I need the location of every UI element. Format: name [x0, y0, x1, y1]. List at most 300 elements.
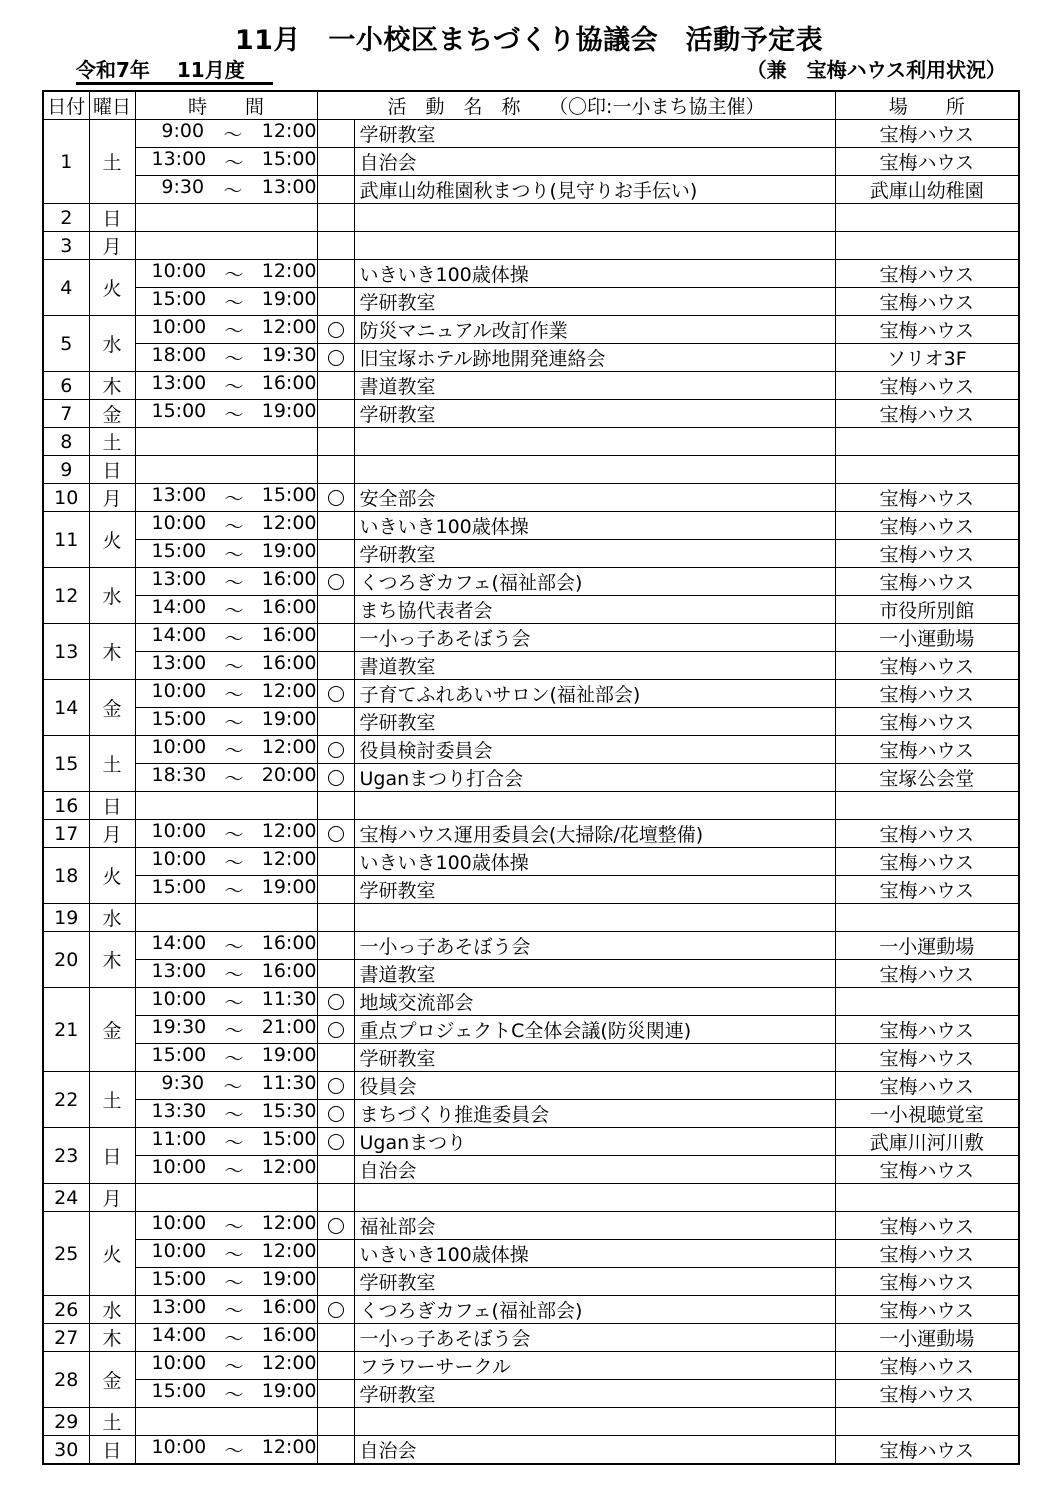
end-time: 11:30	[261, 1072, 317, 1094]
start-time: 18:30	[151, 764, 207, 786]
activity-cell	[354, 1184, 835, 1212]
circle-mark-icon	[328, 742, 344, 758]
time-separator: ～	[224, 656, 244, 678]
time-cell	[135, 988, 317, 1016]
time-cell	[135, 792, 317, 820]
end-time: 15:00	[261, 1128, 317, 1150]
organizer-mark-cell	[317, 988, 354, 1016]
table-row	[43, 1016, 1019, 1044]
place-cell: 宝梅ハウス	[835, 1044, 1019, 1072]
start-time: 15:00	[151, 876, 207, 898]
place-cell: 武庫山幼稚園	[835, 176, 1019, 204]
start-time: 10:00	[151, 512, 207, 534]
place-cell: 宝梅ハウス	[835, 736, 1019, 764]
weekday-cell: 土	[89, 428, 135, 456]
place-cell: 宝梅ハウス	[835, 1212, 1019, 1240]
place-cell: 宝梅ハウス	[835, 848, 1019, 876]
time-cell	[135, 512, 317, 540]
table-row	[43, 344, 1019, 372]
organizer-mark-cell	[317, 344, 354, 372]
weekday-cell: 金	[89, 1352, 135, 1408]
start-time: 10:00	[151, 736, 207, 758]
start-time: 11:00	[151, 1128, 207, 1150]
organizer-mark-cell	[317, 1324, 354, 1352]
place-cell: 宝梅ハウス	[835, 1296, 1019, 1324]
weekday-cell: 金	[89, 988, 135, 1072]
time-separator: ～	[224, 404, 244, 426]
organizer-mark-cell	[317, 1268, 354, 1296]
date-cell: 17	[43, 820, 89, 848]
organizer-mark-cell	[317, 792, 354, 820]
place-cell: 宝梅ハウス	[835, 1268, 1019, 1296]
start-time: 9:30	[161, 176, 205, 198]
time-separator: ～	[224, 292, 244, 314]
organizer-mark-cell	[317, 736, 354, 764]
date-cell: 5	[43, 316, 89, 372]
start-time: 18:00	[151, 344, 207, 366]
weekday-cell: 日	[89, 1128, 135, 1184]
organizer-mark-cell	[317, 400, 354, 428]
time-separator: ～	[224, 544, 244, 566]
table-row	[43, 1352, 1019, 1380]
time-cell	[135, 1436, 317, 1465]
time-cell	[135, 1128, 317, 1156]
time-separator: ～	[224, 1328, 244, 1350]
circle-mark-icon	[328, 350, 344, 366]
activity-cell: 一小っ子あそぼう会	[354, 1324, 835, 1352]
start-time: 9:00	[161, 120, 205, 142]
end-time: 15:00	[261, 148, 317, 170]
place-cell: 宝梅ハウス	[835, 260, 1019, 288]
activity-cell: 学研教室	[354, 1268, 835, 1296]
date-cell: 15	[43, 736, 89, 792]
activity-cell: 防災マニュアル改訂作業	[354, 316, 835, 344]
time-cell	[135, 652, 317, 680]
table-row	[43, 792, 1019, 820]
weekday-cell: 土	[89, 736, 135, 792]
time-cell	[135, 204, 317, 232]
activity-cell: 学研教室	[354, 876, 835, 904]
time-cell	[135, 288, 317, 316]
activity-cell: くつろぎカフェ(福祉部会)	[354, 1296, 835, 1324]
time-cell	[135, 848, 317, 876]
time-separator: ～	[224, 824, 244, 846]
start-time: 15:00	[151, 1268, 207, 1290]
time-cell	[135, 1352, 317, 1380]
time-cell	[135, 904, 317, 932]
start-time: 14:00	[151, 932, 207, 954]
place-cell: 宝梅ハウス	[835, 1072, 1019, 1100]
activity-cell	[354, 792, 835, 820]
end-time: 12:00	[261, 680, 317, 702]
end-time: 19:00	[261, 876, 317, 898]
date-cell: 6	[43, 372, 89, 400]
table-row	[43, 456, 1019, 484]
place-cell: 宝梅ハウス	[835, 652, 1019, 680]
time-cell	[135, 148, 317, 176]
weekday-header: 曜日	[89, 91, 135, 120]
activity-cell: 自治会	[354, 1436, 835, 1465]
organizer-mark-cell	[317, 176, 354, 204]
organizer-mark-cell	[317, 1044, 354, 1072]
table-row	[43, 680, 1019, 708]
organizer-mark-cell	[317, 1436, 354, 1465]
start-time: 10:00	[151, 988, 207, 1010]
end-time: 16:00	[261, 568, 317, 590]
start-time: 10:00	[151, 316, 207, 338]
time-cell	[135, 1268, 317, 1296]
end-time: 16:00	[261, 960, 317, 982]
place-cell: 宝梅ハウス	[835, 1156, 1019, 1184]
table-row	[43, 596, 1019, 624]
time-cell	[135, 1408, 317, 1436]
time-separator: ～	[223, 124, 243, 146]
activity-cell: いきいき100歳体操	[354, 260, 835, 288]
time-separator: ～	[224, 320, 244, 342]
time-separator: ～	[224, 1272, 244, 1294]
place-cell: 宝梅ハウス	[835, 400, 1019, 428]
organizer-mark-cell	[317, 232, 354, 260]
place-cell: 宝梅ハウス	[835, 120, 1019, 148]
organizer-mark-cell	[317, 932, 354, 960]
place-cell	[835, 456, 1019, 484]
place-cell: 宝梅ハウス	[835, 288, 1019, 316]
end-time: 12:00	[261, 120, 317, 142]
end-time: 12:00	[261, 316, 317, 338]
time-separator: ～	[224, 376, 244, 398]
weekday-cell: 火	[89, 512, 135, 568]
date-cell: 1	[43, 120, 89, 204]
place-cell	[835, 232, 1019, 260]
end-time: 13:00	[261, 176, 317, 198]
activity-cell: 子育てふれあいサロン(福祉部会)	[354, 680, 835, 708]
organizer-mark-cell	[317, 288, 354, 316]
weekday-cell: 金	[89, 400, 135, 428]
activity-cell: 安全部会	[354, 484, 835, 512]
organizer-mark-cell	[317, 1156, 354, 1184]
table-row	[43, 176, 1019, 204]
place-cell: 宝梅ハウス	[835, 540, 1019, 568]
end-time: 15:00	[261, 484, 317, 506]
table-row	[43, 1380, 1019, 1408]
organizer-mark-cell	[317, 372, 354, 400]
organizer-mark-cell	[317, 596, 354, 624]
organizer-mark-cell	[317, 848, 354, 876]
end-time: 15:30	[261, 1100, 317, 1122]
end-time: 16:00	[261, 932, 317, 954]
date-cell: 29	[43, 1408, 89, 1436]
circle-mark-icon	[328, 770, 344, 786]
time-cell	[135, 540, 317, 568]
circle-mark-icon	[328, 1218, 344, 1234]
start-time: 13:00	[151, 960, 207, 982]
page-title: 11月 一小校区まちづくり協議会 活動予定表	[234, 25, 824, 56]
activity-cell: 学研教室	[354, 540, 835, 568]
time-cell	[135, 316, 317, 344]
time-separator: ～	[224, 1440, 244, 1462]
circle-mark-icon	[328, 1078, 344, 1094]
table-row	[43, 372, 1019, 400]
start-time: 15:00	[151, 1044, 207, 1066]
organizer-mark-cell	[317, 568, 354, 596]
time-cell	[135, 1044, 317, 1072]
circle-mark-icon	[328, 322, 344, 338]
organizer-mark-cell	[317, 260, 354, 288]
table-row	[43, 1268, 1019, 1296]
activity-cell: 学研教室	[354, 1044, 835, 1072]
schedule-table	[42, 90, 1020, 1465]
organizer-mark-cell	[317, 456, 354, 484]
circle-mark-icon	[328, 1302, 344, 1318]
start-time: 14:00	[151, 1324, 207, 1346]
weekday-cell: 日	[89, 456, 135, 484]
time-cell	[135, 372, 317, 400]
date-cell: 13	[43, 624, 89, 680]
activity-cell: Uganまつり打合会	[354, 764, 835, 792]
weekday-cell: 火	[89, 848, 135, 904]
time-cell	[135, 400, 317, 428]
circle-mark-icon	[328, 686, 344, 702]
weekday-cell: 月	[89, 484, 135, 512]
start-time: 10:00	[151, 1156, 207, 1178]
time-cell	[135, 876, 317, 904]
start-time: 15:00	[151, 1380, 207, 1402]
circle-mark-icon	[328, 826, 344, 842]
time-cell	[135, 1156, 317, 1184]
start-time: 15:00	[151, 540, 207, 562]
end-time: 21:00	[261, 1016, 317, 1038]
weekday-cell: 月	[89, 1184, 135, 1212]
time-separator: ～	[224, 768, 244, 790]
time-separator: ～	[224, 880, 244, 902]
time-cell	[135, 1324, 317, 1352]
activity-cell: 自治会	[354, 1156, 835, 1184]
place-cell: 宝梅ハウス	[835, 1016, 1019, 1044]
organizer-mark-cell	[317, 680, 354, 708]
time-cell	[135, 1072, 317, 1100]
activity-cell: 学研教室	[354, 708, 835, 736]
time-cell	[135, 1240, 317, 1268]
time-separator: ～	[224, 1244, 244, 1266]
time-separator: ～	[224, 488, 244, 510]
table-row	[43, 960, 1019, 988]
organizer-mark-cell	[317, 1100, 354, 1128]
circle-mark-icon	[328, 574, 344, 590]
time-separator: ～	[224, 1160, 244, 1182]
time-separator: ～	[224, 628, 244, 650]
end-time: 12:00	[261, 1240, 317, 1262]
table-row	[43, 316, 1019, 344]
weekday-cell: 土	[89, 1408, 135, 1436]
activity-cell: 福祉部会	[354, 1212, 835, 1240]
time-cell	[135, 568, 317, 596]
time-cell	[135, 428, 317, 456]
table-row	[43, 624, 1019, 652]
start-time: 13:00	[151, 148, 207, 170]
time-cell	[135, 932, 317, 960]
start-time: 10:00	[151, 260, 207, 282]
activity-cell: Uganまつり	[354, 1128, 835, 1156]
time-separator: ～	[224, 348, 244, 370]
start-time: 10:00	[151, 1436, 207, 1458]
activity-cell	[354, 904, 835, 932]
time-cell	[135, 1296, 317, 1324]
table-row	[43, 708, 1019, 736]
place-cell	[835, 1408, 1019, 1436]
place-cell	[835, 1184, 1019, 1212]
place-cell	[835, 204, 1019, 232]
time-cell	[135, 176, 317, 204]
time-separator: ～	[224, 1356, 244, 1378]
time-cell	[135, 456, 317, 484]
time-separator: ～	[224, 1300, 244, 1322]
table-row	[43, 1436, 1019, 1465]
date-cell: 22	[43, 1072, 89, 1128]
activity-cell	[354, 1408, 835, 1436]
time-separator: ～	[224, 712, 244, 734]
date-cell: 12	[43, 568, 89, 624]
start-time: 19:30	[151, 1016, 207, 1038]
date-cell: 26	[43, 1296, 89, 1324]
end-time: 19:00	[261, 1268, 317, 1290]
time-separator: ～	[224, 1216, 244, 1238]
time-separator: ～	[224, 936, 244, 958]
table-row	[43, 260, 1019, 288]
time-separator: ～	[224, 1132, 244, 1154]
date-cell: 3	[43, 232, 89, 260]
time-separator: ～	[224, 964, 244, 986]
start-time: 10:00	[151, 820, 207, 842]
activity-cell: いきいき100歳体操	[354, 512, 835, 540]
place-cell: 宝梅ハウス	[835, 708, 1019, 736]
table-row	[43, 1296, 1019, 1324]
organizer-mark-cell	[317, 904, 354, 932]
place-cell: 宝梅ハウス	[835, 1436, 1019, 1465]
end-time: 12:00	[261, 848, 317, 870]
organizer-mark-cell	[317, 1408, 354, 1436]
time-cell	[135, 484, 317, 512]
weekday-cell: 水	[89, 568, 135, 624]
activity-cell: 学研教室	[354, 1380, 835, 1408]
weekday-cell: 土	[89, 1072, 135, 1128]
organizer-mark-cell	[317, 484, 354, 512]
end-time: 19:30	[261, 344, 317, 366]
weekday-cell: 金	[89, 680, 135, 736]
circle-mark-icon	[328, 994, 344, 1010]
table-row	[43, 1212, 1019, 1240]
place-cell: 宝梅ハウス	[835, 148, 1019, 176]
table-row	[43, 848, 1019, 876]
table-row	[43, 1324, 1019, 1352]
place-cell: 一小運動場	[835, 932, 1019, 960]
activity-cell: 一小っ子あそぼう会	[354, 624, 835, 652]
place-cell: 宝梅ハウス	[835, 512, 1019, 540]
end-time: 12:00	[261, 512, 317, 534]
organizer-mark-cell	[317, 428, 354, 456]
date-cell: 28	[43, 1352, 89, 1408]
place-cell	[835, 428, 1019, 456]
weekday-cell: 土	[89, 120, 135, 204]
time-cell	[135, 1184, 317, 1212]
organizer-mark-cell	[317, 1184, 354, 1212]
table-row	[43, 1408, 1019, 1436]
time-separator: ～	[224, 1048, 244, 1070]
end-time: 16:00	[261, 372, 317, 394]
place-cell: 宝梅ハウス	[835, 484, 1019, 512]
time-cell	[135, 232, 317, 260]
usage-note: （兼 宝梅ハウス利用状況）	[746, 58, 1006, 82]
organizer-mark-cell	[317, 1352, 354, 1380]
date-cell: 23	[43, 1128, 89, 1184]
end-time: 16:00	[261, 1324, 317, 1346]
weekday-cell: 水	[89, 316, 135, 372]
start-time: 13:00	[151, 652, 207, 674]
start-time: 10:00	[151, 1352, 207, 1374]
end-time: 19:00	[261, 1380, 317, 1402]
date-cell: 18	[43, 848, 89, 904]
time-separator: ～	[224, 992, 244, 1014]
place-cell: 宝梅ハウス	[835, 1352, 1019, 1380]
end-time: 12:00	[261, 1436, 317, 1458]
place-cell: 宝梅ハウス	[835, 876, 1019, 904]
weekday-cell: 月	[89, 820, 135, 848]
end-time: 16:00	[261, 596, 317, 618]
place-cell: ソリオ3F	[835, 344, 1019, 372]
activity-cell: 学研教室	[354, 400, 835, 428]
table-row	[43, 1156, 1019, 1184]
date-cell: 16	[43, 792, 89, 820]
table-row	[43, 120, 1019, 148]
organizer-mark-cell	[317, 1016, 354, 1044]
end-time: 12:00	[261, 1212, 317, 1234]
activity-cell: 書道教室	[354, 372, 835, 400]
activity-cell: 役員会	[354, 1072, 835, 1100]
time-cell	[135, 1380, 317, 1408]
organizer-mark-cell	[317, 1072, 354, 1100]
table-row	[43, 288, 1019, 316]
activity-header: 活 動 名 称 （〇印:一小まち協主催）	[317, 91, 835, 120]
weekday-cell: 木	[89, 624, 135, 680]
table-row	[43, 876, 1019, 904]
table-row	[43, 1100, 1019, 1128]
table-row	[43, 400, 1019, 428]
weekday-cell: 水	[89, 1296, 135, 1324]
date-cell: 20	[43, 932, 89, 988]
period-label: 令和7年 11月度	[76, 58, 273, 85]
table-row	[43, 428, 1019, 456]
start-time: 13:30	[151, 1100, 207, 1122]
activity-cell: 書道教室	[354, 960, 835, 988]
activity-cell: 書道教室	[354, 652, 835, 680]
date-cell: 21	[43, 988, 89, 1072]
date-header: 日付	[43, 91, 89, 120]
table-row	[43, 1184, 1019, 1212]
end-time: 16:00	[261, 1296, 317, 1318]
date-cell: 9	[43, 456, 89, 484]
activity-cell: 学研教室	[354, 288, 835, 316]
time-separator: ～	[224, 600, 244, 622]
place-cell: 宝梅ハウス	[835, 372, 1019, 400]
end-time: 12:00	[261, 1156, 317, 1178]
organizer-mark-cell	[317, 1128, 354, 1156]
weekday-cell: 火	[89, 260, 135, 316]
start-time: 14:00	[151, 624, 207, 646]
activity-cell: 地域交流部会	[354, 988, 835, 1016]
table-row	[43, 512, 1019, 540]
activity-cell: いきいき100歳体操	[354, 848, 835, 876]
weekday-cell: 火	[89, 1212, 135, 1296]
end-time: 12:00	[261, 260, 317, 282]
